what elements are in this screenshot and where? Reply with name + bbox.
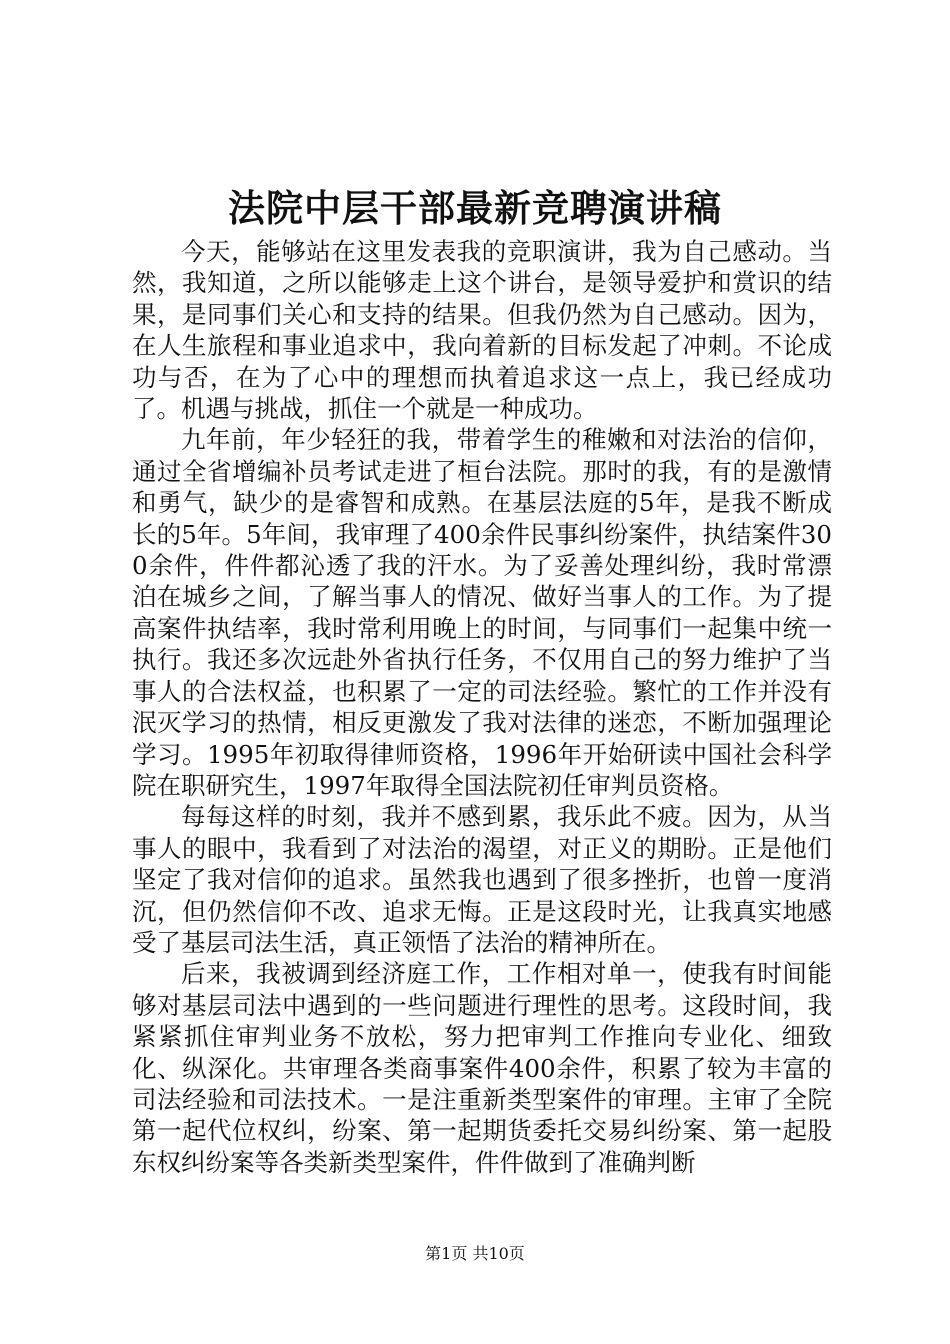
paragraph-1: 今天，能够站在这里发表我的竞职演讲，我为自己感动。当然，我知道，之所以能够走上这个讲台，是领导爱护和赏识的结果，是同事们关心和支持的结果。但我仍然为自己感动。因为，在人生旅程和事业追求中，我向着新的目标发起了冲刺。不论成功与否，在为了心中的理想而执着追求这一点上，我已经成功了。机遇与挑战，抓住一个就是一种成功。 [132, 237, 832, 424]
paragraph-2: 九年前，年少轻狂的我，带着学生的稚嫩和对法治的信仰，通过全省增编补员考试走进了桓台法院。那时的我，有的是激情和勇气，缺少的是睿智和成熟。在基层法庭的5年，是我不断成长的5年。5年间，我审理了400余件民事纠纷案件，执结案件300余件，件件都沁透了我的汗水。为了妥善处理纠纷，我时常漂泊在城乡之间，了解当事人的情况、做好当事人的工作。为了提高案件执结率，我时常利用晚上的时间，与同事们一起集中统一执行。我还多次远赴外省执行任务，不仅用自己的努力维护了当事人的合法权益，也积累了一定的司法经验。繁忙的工作并没有泯灭学习的热情，相反更激发了我对法律的迷恋，不断加强理论学习。1995年初取得律师资格，1996年开始研读中国社会科学院在职研究生，1997年取得全国法院初任审判员资格。 [132, 425, 832, 800]
document-title: 法院中层干部最新竞聘演讲稿 [228, 186, 722, 230]
paragraph-3: 每每这样的时刻，我并不感到累，我乐此不疲。因为，从当事人的眼中，我看到了对法治的渴望，对正义的期盼。正是他们坚定了我对信仰的追求。虽然我也遇到了很多挫折，也曾一度消沉，但仍然信仰不改、追求无悔。正是这段时光，让我真实地感受了基层司法生活，真正领悟了法治的精神所在。 [132, 802, 832, 957]
document-body [132, 236, 832, 1178]
paragraph-4: 后来，我被调到经济庭工作，工作相对单一，使我有时间能够对基层司法中遇到的一些问题进行理性的思考。这段时间，我紧紧抓住审判业务不放松，努力把审判工作推向专业化、细致化、纵深化。共审理各类商事案件400余件，积累了较为丰富的司法经验和司法技术。一是注重新类型案件的审理。主审了全院第一起代位权纠，纷案、第一起期货委托交易纠纷案、第一起股东权纠纷案等各类新类型案件，件件做到了准确判断 [132, 959, 832, 1177]
page-footer: 第1页 共10页 [425, 1244, 525, 1263]
